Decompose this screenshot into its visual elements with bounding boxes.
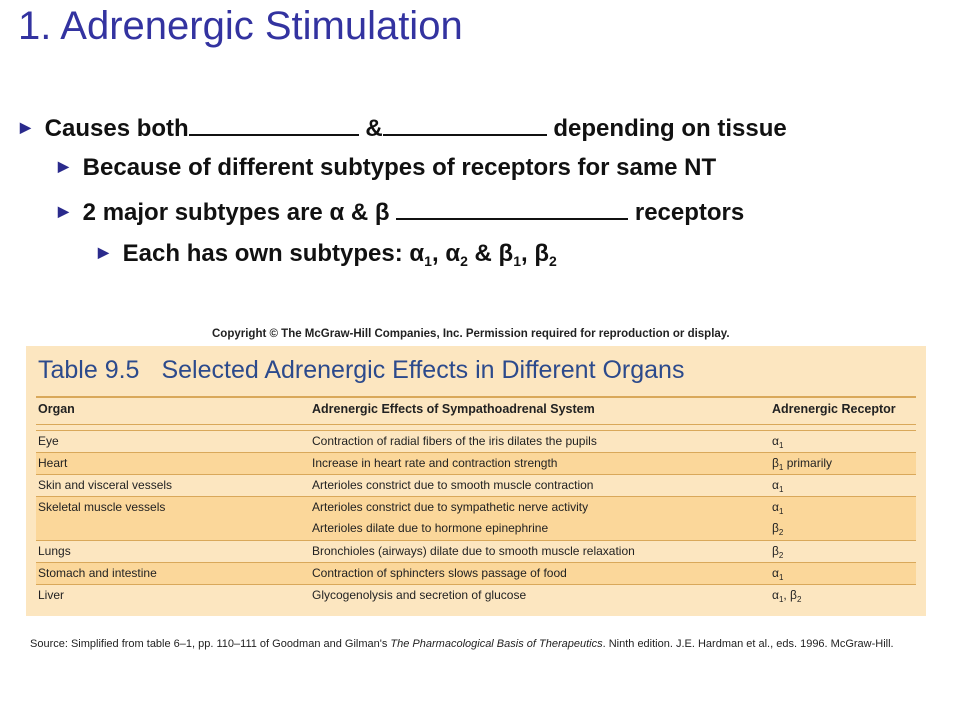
column-header-effects: Adrenergic Effects of Sympathoadrenal System [312,402,595,416]
separator: , [431,240,446,267]
table-row [36,540,916,563]
bullet-text: & [365,115,383,142]
receptor-cell [772,434,783,450]
table-row [36,584,916,609]
beta-symbol: β [498,240,514,267]
receptor-cell [772,478,783,494]
receptor-cell [772,544,783,560]
table-row [36,430,916,453]
receptor-cell [772,566,783,582]
table-row [36,474,916,497]
receptor-subscript: 1 [778,485,784,494]
organ-cell: Eye [38,434,59,448]
receptor-symbol: α [772,588,779,602]
table-row [36,562,916,585]
bullet-arrow-icon: ▶ [58,203,69,220]
organ-cell: Lungs [38,544,71,558]
effect-cell: Contraction of radial fibers of the iris dilates the pupils [312,434,597,448]
table-row [36,452,916,475]
separator: , [521,240,535,267]
receptor-symbol: α [772,500,779,514]
receptor-cell [772,456,832,472]
receptor-subscript: 2 [778,551,784,560]
receptor-subscript: 2 [796,595,802,604]
receptor-symbol: α [772,434,779,448]
bullet-arrow-icon: ▶ [98,244,109,261]
alpha-symbol: α [409,240,425,267]
organ-cell: Stomach and intestine [38,566,157,580]
receptor-note: primarily [783,456,833,470]
receptor-symbol: β [772,521,779,535]
column-header-organ: Organ [38,402,75,416]
subscript: 2 [460,253,468,269]
bullet-arrow-icon: ▶ [20,119,31,136]
copyright-notice: Copyright © The McGraw-Hill Companies, Inc. Permission required for reproduction or display. [212,328,730,340]
bullet-text: Causes both [44,115,189,142]
receptor-symbol: α [772,566,779,580]
organ-cell: Skin and visceral vessels [38,478,173,492]
effect-cell: Contraction of sphincters slows passage of food [312,566,567,580]
effect-cell: Glycogenolysis and secretion of glucose [312,588,527,602]
source-text: . Ninth edition. J.E. Hardman et al., eds. 1996. McGraw-Hill. [602,638,894,650]
table-top-rule [36,396,916,398]
bullet-arrow-icon: ▶ [58,158,69,175]
effect-cell: Increase in heart rate and contraction strength [312,456,558,470]
subscript: 1 [513,253,521,269]
fill-in-blank [383,114,547,136]
table-row [36,496,916,541]
effect-cell: Arterioles dilate due to hormone epinephrine [312,521,549,535]
bullet-text: depending on tissue [546,115,787,142]
receptor-subscript: 2 [778,528,784,537]
receptor-subscript: 1 [778,595,784,604]
fill-in-blank [189,114,359,136]
subscript: 2 [549,253,557,269]
column-header-receptor: Adrenergic Receptor [772,402,896,416]
bullet-item [98,240,557,269]
receptor-cell [772,521,783,537]
table-number: Table 9.5 [38,356,140,384]
table-caption [38,356,684,385]
source-book-title: The Pharmacological Basis of Therapeutics [390,638,603,650]
organ-cell: Skeletal muscle vessels [38,500,166,514]
alpha-symbol: α [445,240,461,267]
bullet-text: receptors [628,199,745,226]
bullet-item [20,114,787,143]
organ-cell: Heart [38,456,68,470]
receptor-subscript: 1 [778,463,784,472]
beta-symbol: β [534,240,549,267]
bullet-text: 2 major subtypes are α & β [82,199,397,226]
adrenergic-effects-table [26,346,926,616]
bullet-text: Each has own subtypes: [122,240,410,267]
bullet-item [58,154,716,182]
separator: & [467,240,499,267]
table-title: Selected Adrenergic Effects in Different Organs [161,356,685,384]
source-text: Source: Simplified from table 6–1, pp. 110–111 of Goodman and Gilman's [30,638,391,650]
source-citation [30,638,894,650]
receptor-note: , β [783,588,797,602]
receptor-symbol: β [772,544,779,558]
slide-title: 1. Adrenergic Stimulation [18,4,463,48]
receptor-cell [772,588,801,604]
organ-cell: Liver [38,588,65,602]
receptor-symbol: β [772,456,779,470]
bullet-text: Because of different subtypes of receptors for same NT [82,154,717,181]
effect-cell: Bronchioles (airways) dilate due to smooth muscle relaxation [312,544,635,558]
bullet-item [58,198,744,227]
receptor-subscript: 1 [778,507,784,516]
receptor-cell [772,500,783,516]
receptor-subscript: 1 [778,441,784,450]
effect-cell: Arterioles constrict due to smooth muscle contraction [312,478,594,492]
fill-in-blank [396,198,628,220]
table-header-rule [36,424,916,425]
receptor-subscript: 1 [778,573,784,582]
receptor-symbol: α [772,478,779,492]
subscript: 1 [424,253,432,269]
effect-cell: Arterioles constrict due to sympathetic nerve activity [312,500,589,514]
